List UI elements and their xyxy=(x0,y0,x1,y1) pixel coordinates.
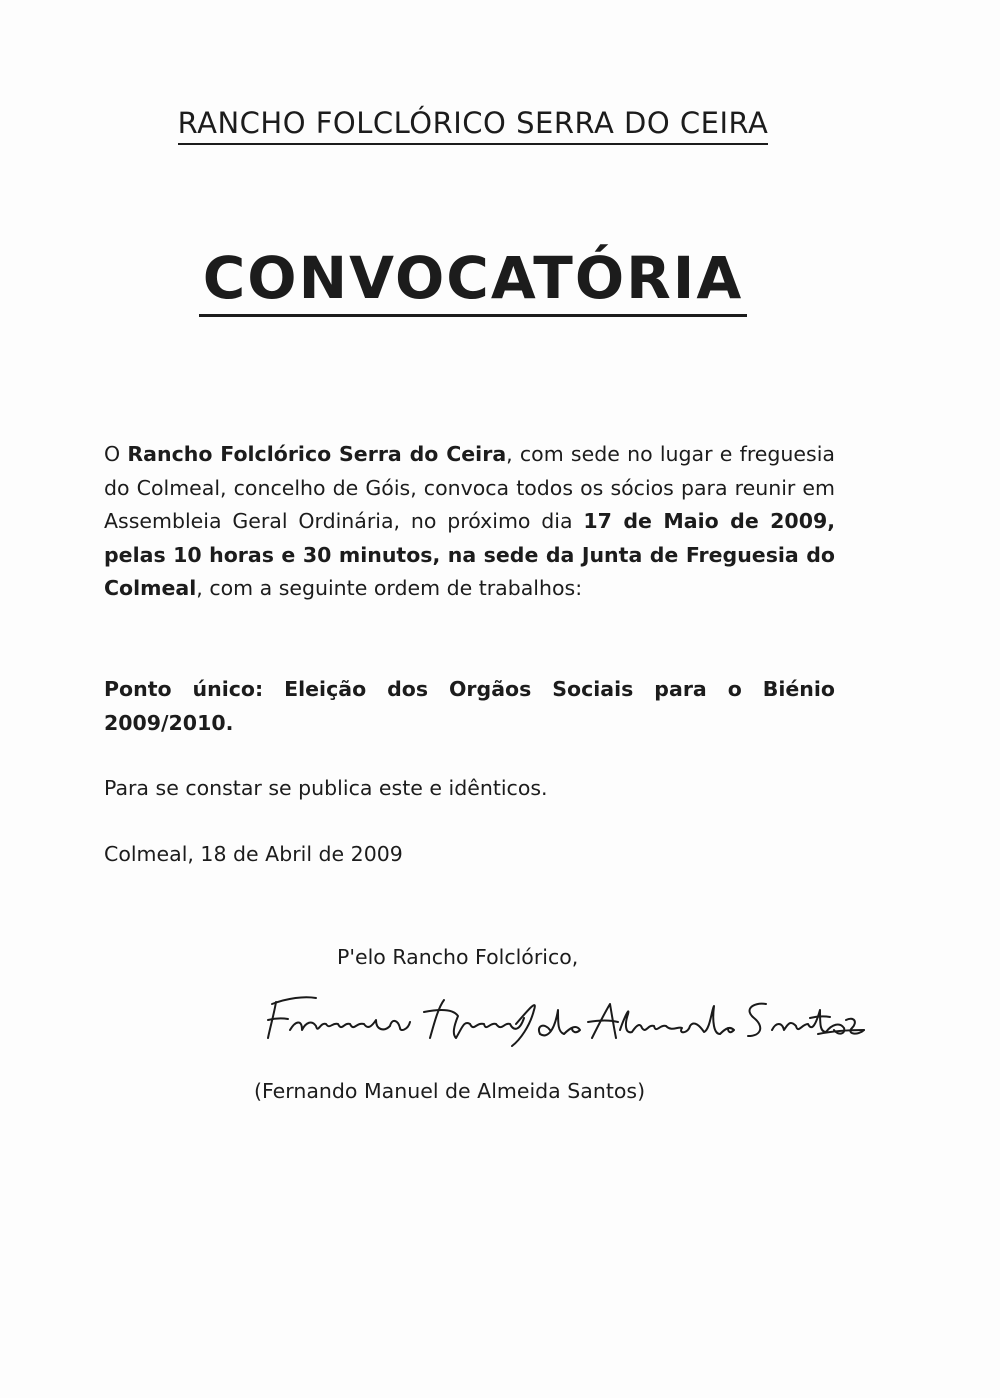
handwritten-signature xyxy=(258,990,868,1052)
document-title-text: CONVOCATÓRIA xyxy=(199,242,748,317)
paragraph-middle: , com sede no lugar e freguesia do Colmeal, concelho de Góis, convoca todos os sócios para reunir em Assembleia Geral Ordinária, no próximo dia xyxy=(104,442,835,533)
agenda-item: Ponto único: Eleição dos Orgãos Sociais para o Biénio 2009/2010. xyxy=(104,677,835,735)
meeting-date-location: 17 de Maio de 2009, pelas 10 horas e 30 minutos, na sede da Junta de Freguesia do Colmeal xyxy=(104,509,836,600)
paragraph-end: , com a seguinte ordem de trabalhos: xyxy=(196,576,583,600)
paragraph-intro: O xyxy=(104,442,128,466)
document-title xyxy=(0,242,946,317)
place-date: Colmeal, 18 de Abril de 2009 xyxy=(104,842,403,866)
convocation-paragraph xyxy=(104,438,835,606)
organization-name-bold: Rancho Folclórico Serra do Ceira xyxy=(127,442,507,466)
organization-name: RANCHO FOLCLÓRICO SERRA DO CEIRA xyxy=(178,104,769,145)
signer-name: (Fernando Manuel de Almeida Santos) xyxy=(254,1079,646,1103)
organization-heading xyxy=(0,104,946,145)
closing-salutation: P'elo Rancho Folclórico, xyxy=(337,945,579,969)
publication-note: Para se constar se publica este e idênticos. xyxy=(104,776,548,800)
